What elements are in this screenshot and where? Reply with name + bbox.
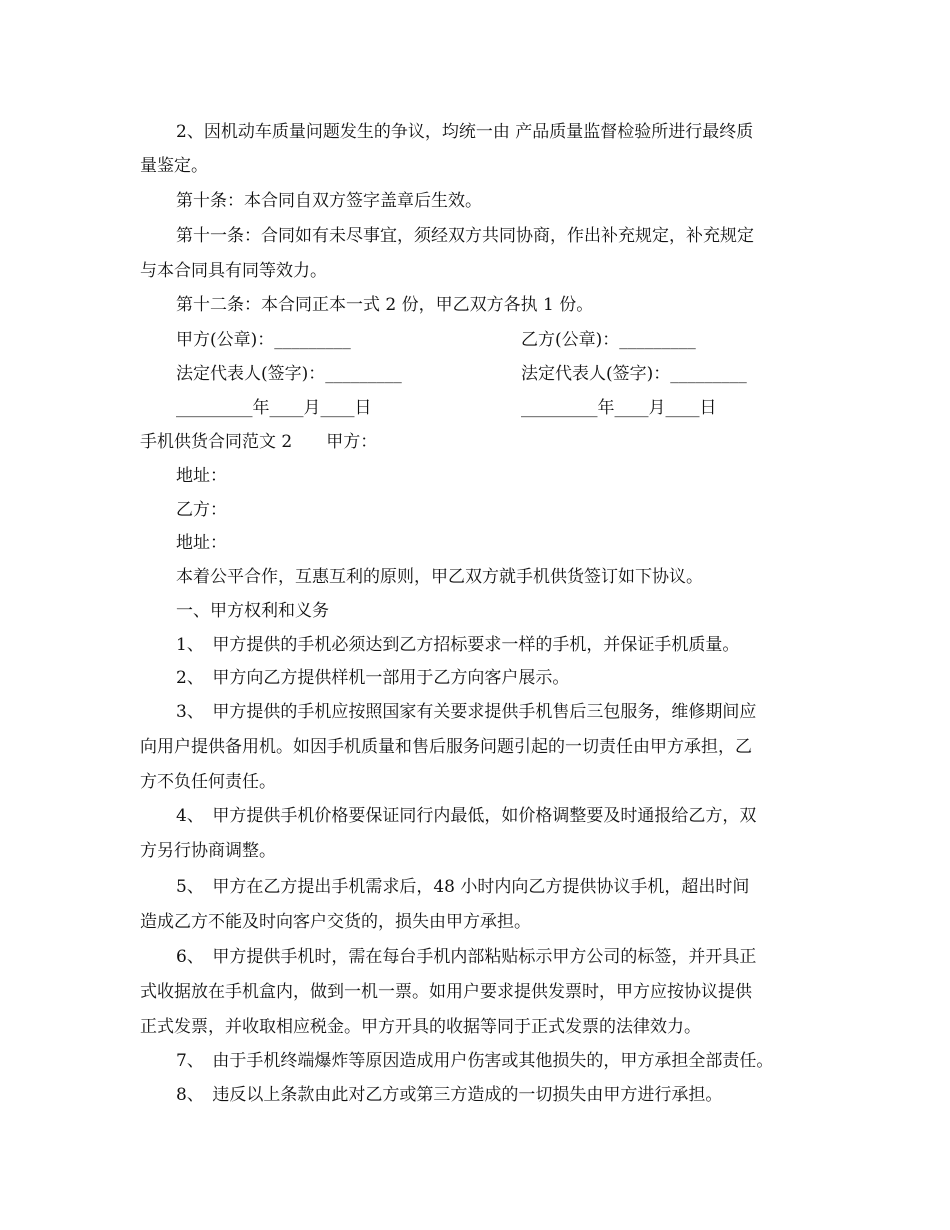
- paragraph-line: 2、因机动车质量问题发生的争议，均统一由 产品质量监督检验所进行最终质: [176, 122, 754, 142]
- paragraph-line: 量鉴定。: [140, 156, 208, 176]
- contract-2-heading: 手机供货合同范文 2 甲方：: [140, 432, 378, 452]
- paragraph-line: 与本合同具有同等效力。: [140, 261, 327, 281]
- party-b-date-field: _________年____月____日: [521, 398, 717, 418]
- party-a-representative-field: 法定代表人(签字)：_________: [176, 364, 402, 384]
- list-item: 2、 甲方向乙方提供样机一部用于乙方向客户展示。: [176, 668, 570, 688]
- list-item: 7、 由于手机终端爆炸等原因造成用户伤害或其他损失的，甲方承担全部责任。: [176, 1051, 774, 1071]
- paragraph-line: 第十条：本合同自双方签字盖章后生效。: [176, 191, 482, 211]
- intro-paragraph: 本着公平合作，互惠互利的原则，甲乙双方就手机供货签订如下协议。: [176, 567, 703, 587]
- list-item-continuation: 方不负任何责任。: [140, 772, 276, 792]
- party-a-seal-field: 甲方(公章)：_________: [176, 330, 351, 350]
- list-item-continuation: 向用户提供备用机。如因手机质量和售后服务问题引起的一切责任由甲方承担，乙: [140, 737, 752, 757]
- paragraph-line: 第十二条：本合同正本一式 2 份，甲乙双方各执 1 份。: [176, 295, 594, 315]
- party-a-address-label: 地址：: [176, 466, 227, 486]
- party-b-label: 乙方：: [176, 500, 227, 520]
- list-item-continuation: 方另行协商调整。: [140, 841, 276, 861]
- section-title: 一、甲方权利和义务: [176, 601, 329, 621]
- list-item: 5、 甲方在乙方提出手机需求后，48 小时内向乙方提供协议手机，超出时间: [176, 877, 750, 897]
- list-item: 8、 违反以上条款由此对乙方或第三方造成的一切损失由甲方进行承担。: [176, 1085, 723, 1105]
- list-item: 3、 甲方提供的手机应按照国家有关要求提供手机售后三包服务，维修期间应: [176, 702, 757, 722]
- party-b-address-label: 地址：: [176, 533, 227, 553]
- party-b-seal-field: 乙方(公章)：_________: [521, 330, 696, 350]
- list-item: 1、 甲方提供的手机必须达到乙方招标要求一样的手机，并保证手机质量。: [176, 635, 740, 655]
- list-item: 4、 甲方提供手机价格要保证同行内最低，如价格调整要及时通报给乙方，双: [176, 806, 757, 826]
- party-a-date-field: _________年____月____日: [176, 398, 372, 418]
- list-item-continuation: 式收据放在手机盒内，做到一机一票。如用户要求提供发票时，甲方应按协议提供: [140, 982, 752, 1002]
- paragraph-line: 第十一条：合同如有未尽事宜，须经双方共同协商，作出补充规定，补充规定: [176, 226, 754, 246]
- list-item-continuation: 正式发票，并收取相应税金。甲方开具的收据等同于正式发票的法律效力。: [140, 1017, 701, 1037]
- party-b-representative-field: 法定代表人(签字)：_________: [521, 364, 747, 384]
- list-item-continuation: 造成乙方不能及时向客户交货的，损失由甲方承担。: [140, 912, 531, 932]
- list-item: 6、 甲方提供手机时，需在每台手机内部粘贴标示甲方公司的标签，并开具正: [176, 947, 757, 967]
